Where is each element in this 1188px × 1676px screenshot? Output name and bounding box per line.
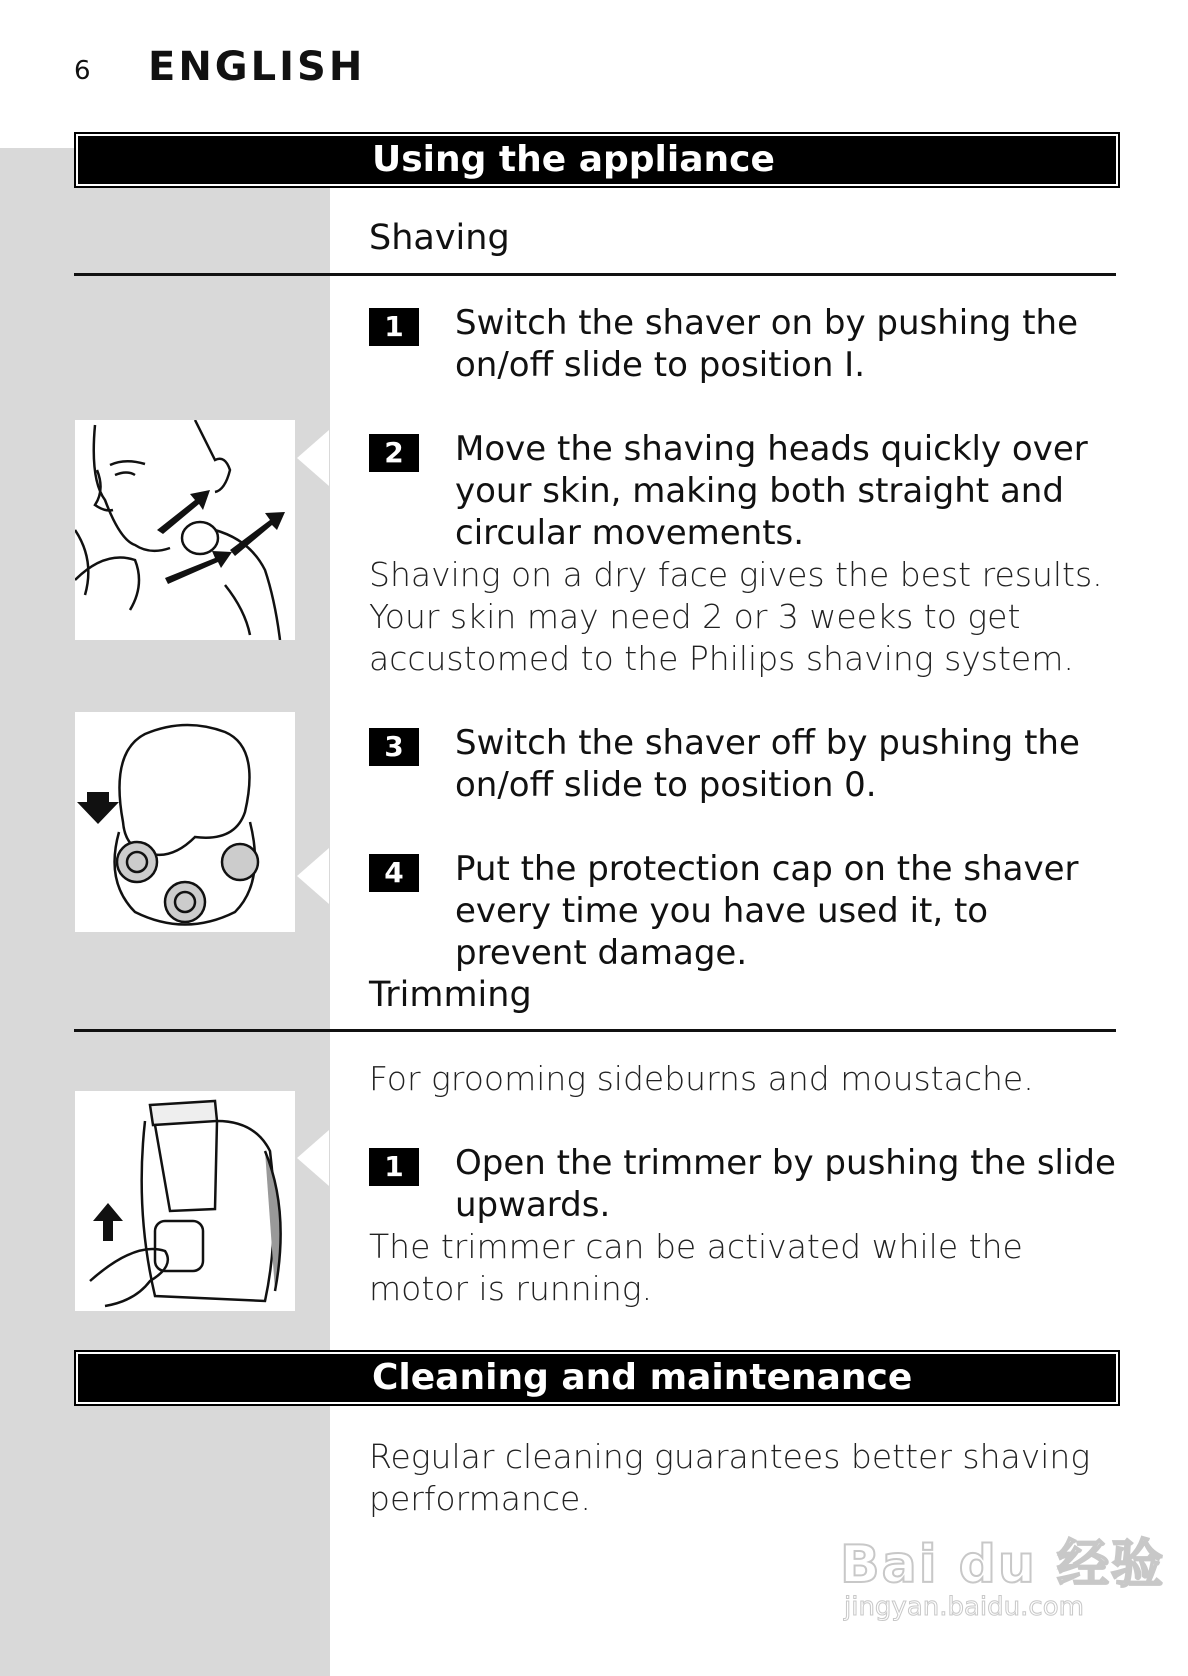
section-banner-cleaning xyxy=(74,1350,1120,1406)
shaving-step-2 xyxy=(369,428,1119,554)
illustration-shaving-face xyxy=(75,420,295,640)
page-number: 6 xyxy=(74,56,91,86)
shaving-face-drawing xyxy=(75,420,295,640)
baidu-watermark xyxy=(840,1510,1165,1630)
step-text: Move the shaving heads quickly over your skin, making both straight and circular movements. xyxy=(455,429,1088,553)
illustration-protection-cap xyxy=(75,712,295,932)
section-title-cleaning: Cleaning and maintenance xyxy=(372,1357,913,1398)
step-number-badge: 1 xyxy=(369,308,419,346)
trimming-step-1 xyxy=(369,1142,1119,1226)
shaving-step-4 xyxy=(369,848,1119,974)
section-banner-using xyxy=(74,132,1120,188)
shaving-step-3 xyxy=(369,722,1119,806)
language-heading: ENGLISH xyxy=(148,44,366,90)
illustration-pointer xyxy=(297,848,329,904)
protection-cap-drawing xyxy=(75,712,295,932)
step-text: Switch the shaver off by pushing the on/off slide to position 0. xyxy=(455,723,1080,805)
step-text: Switch the shaver on by pushing the on/off slide to position I. xyxy=(455,303,1078,385)
step-number-badge: 4 xyxy=(369,854,419,892)
trimming-note: The trimmer can be activated while the motor is running. xyxy=(369,1227,1023,1308)
section-title-using: Using the appliance xyxy=(372,139,775,180)
watermark-main: Bai du 经验 xyxy=(840,1535,1165,1595)
trimmer-drawing xyxy=(75,1091,295,1311)
step-number-badge: 1 xyxy=(369,1148,419,1186)
divider-trimming xyxy=(74,1029,1116,1032)
trimming-intro: For grooming sideburns and moustache. xyxy=(369,1059,1034,1098)
cleaning-text: Regular cleaning guarantees better shaving performance. xyxy=(369,1437,1091,1518)
step-text: Open the trimmer by pushing the slide upwards. xyxy=(455,1143,1116,1225)
illustration-pointer xyxy=(297,1130,329,1186)
step-number-badge: 3 xyxy=(369,728,419,766)
illustration-pointer xyxy=(297,430,329,486)
subsection-title-trimming: Trimming xyxy=(369,975,532,1015)
watermark-sub: jingyan.baidu.com xyxy=(844,1592,1084,1622)
subsection-title-shaving: Shaving xyxy=(369,218,510,258)
illustration-trimmer xyxy=(75,1091,295,1311)
divider-shaving xyxy=(74,273,1116,276)
step-number-badge: 2 xyxy=(369,434,419,472)
step-text: Put the protection cap on the shaver every time you have used it, to prevent damage. xyxy=(455,849,1079,973)
shaving-step-1 xyxy=(369,302,1119,386)
shaving-note: Shaving on a dry face gives the best results. Your skin may need 2 or 3 weeks to get accustomed to the Philips shaving system. xyxy=(369,555,1103,678)
